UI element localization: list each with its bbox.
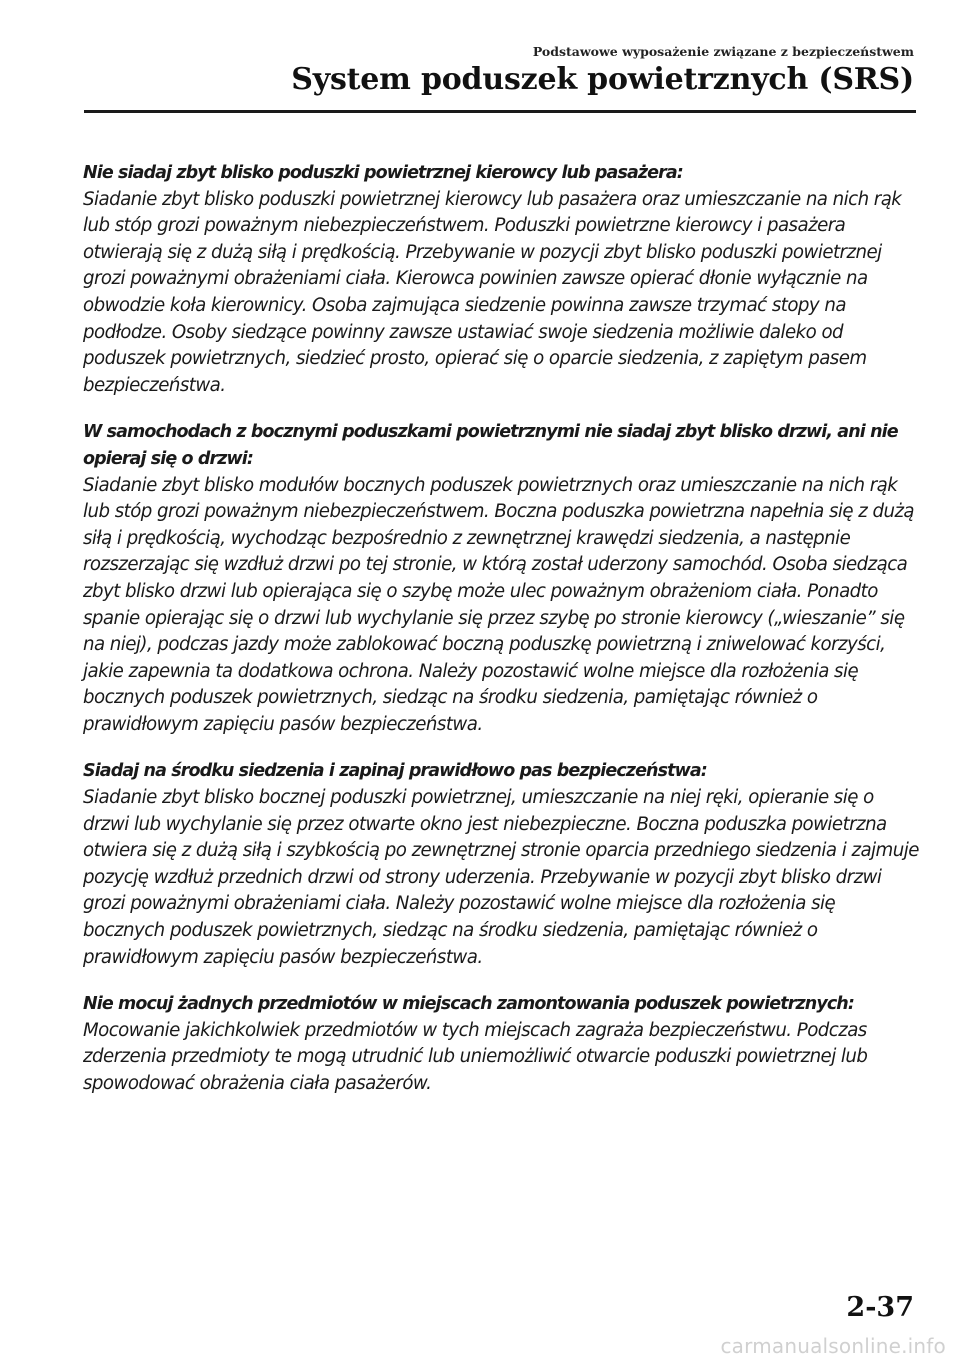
section-heading: Nie siadaj zbyt blisko poduszki powietrznej kierowcy lub pasażera:: [83, 163, 683, 183]
warning-section-no-objects: [83, 991, 919, 1097]
section-body: Siadanie zbyt blisko poduszki powietrznej kierowcy lub pasażera oraz umieszczanie na nich rąk lub stóp grozi poważnym niebezpieczeństwem. Poduszki powietrzne kierowcy i pasażera otwierają się z dużą siłą i prędkością. Przebywanie w pozycji zbyt blisko poduszki powietrznej grozi poważnymi obrażeniami ciała. Kierowca powinien zawsze opierać dłonie wyłącznie na obwodzie koła kierownicy. Osoba zajmująca siedzenie powinna zawsze trzymać stopy na podłodze. Osoby siedzące powinny zawsze ustawiać swoje siedzenia możliwie daleko od poduszek powietrznych, siedzieć prosto, opierać się o oparcie siedzenia, z zapiętym pasem bezpieczeństwa.: [83, 188, 902, 396]
section-heading: Siadaj na środku siedzenia i zapinaj prawidłowo pas bezpieczeństwa:: [83, 761, 707, 782]
page-content: [83, 160, 919, 1118]
section-heading: Nie mocuj żadnych przedmiotów w miejscach zamontowania poduszek powietrznych:: [83, 994, 854, 1015]
section-body: Siadanie zbyt blisko bocznej poduszki powietrznej, umieszczanie na niej ręki, opieranie się o drzwi lub wychylanie się przez otwarte okno jest niebezpieczne. Boczna poduszka powietrzna otwiera się z dużą siłą i szybkością po zewnętrznej stronie oparcia przedniego siedzenia i zajmuje pozycję wzdłuż przednich drzwi od strony uderzenia. Przebywanie w pozycji zbyt blisko drzwi grozi poważnymi obrażeniami ciała. Należy pozostawić wolne miejsce dla rozłożenia się bocznych poduszek powietrznych, siedząc na środku siedzenia, pamiętając również o prawidłowym zapięciu pasów bezpieczeństwa.: [83, 787, 919, 968]
warning-section-seat-center: [83, 758, 919, 971]
section-heading: W samochodach z bocznymi poduszkami powietrznymi nie siadaj zbyt blisko drzwi, ani nie opieraj się o drzwi:: [83, 422, 898, 469]
section-body: Siadanie zbyt blisko modułów bocznych poduszek powietrznych oraz umieszczanie na nich rąk lub stóp grozi poważnym niebezpieczeństwem. Boczna poduszka powietrzna napełnia się z dużą siłą i prędkością, wychodząc bezpośrednio z zewnętrznej krawędzi siedzenia, a następnie rozszerzając się wzdłuż drzwi po tej stronie, w którą został uderzony samochód. Osoba siedząca zbyt blisko drzwi lub opierająca się o szybę może ulec poważnym obrażeniom ciała. Ponadto spanie opierając się o drzwi lub wychylanie się przez szybę po stronie kierowcy („wieszanie” się na niej), podczas jazdy może zablokować boczną poduszkę powietrzną i zniwelować korzyści, jakie zapewnia ta dodatkowa ochrona. Należy pozostawić wolne miejsce dla rozłożenia się bocznych poduszek powietrznych, siedząc na środku siedzenia, pamiętając również o prawidłowym zapięciu pasów bezpieczeństwa.: [83, 474, 915, 735]
section-body: Mocowanie jakichkolwiek przedmiotów w tych miejscach zagraża bezpieczeństwu. Podczas zderzenia przedmioty te mogą utrudnić lub uniemożliwić otwarcie poduszki powietrznej lub spowodować obrażenia ciała pasażerów.: [83, 1019, 868, 1094]
warning-section-driver-passenger-airbag: [83, 160, 919, 399]
watermark: carmanualsonline.info: [720, 1334, 946, 1358]
page-title: System poduszek powietrznych (SRS): [291, 62, 914, 97]
warning-section-side-airbag-doors: [83, 419, 919, 738]
running-header-subtitle: Podstawowe wyposażenie związane z bezpieczeństwem: [532, 44, 914, 59]
page-number: 2-37: [846, 1292, 914, 1323]
header-divider: [84, 110, 916, 113]
